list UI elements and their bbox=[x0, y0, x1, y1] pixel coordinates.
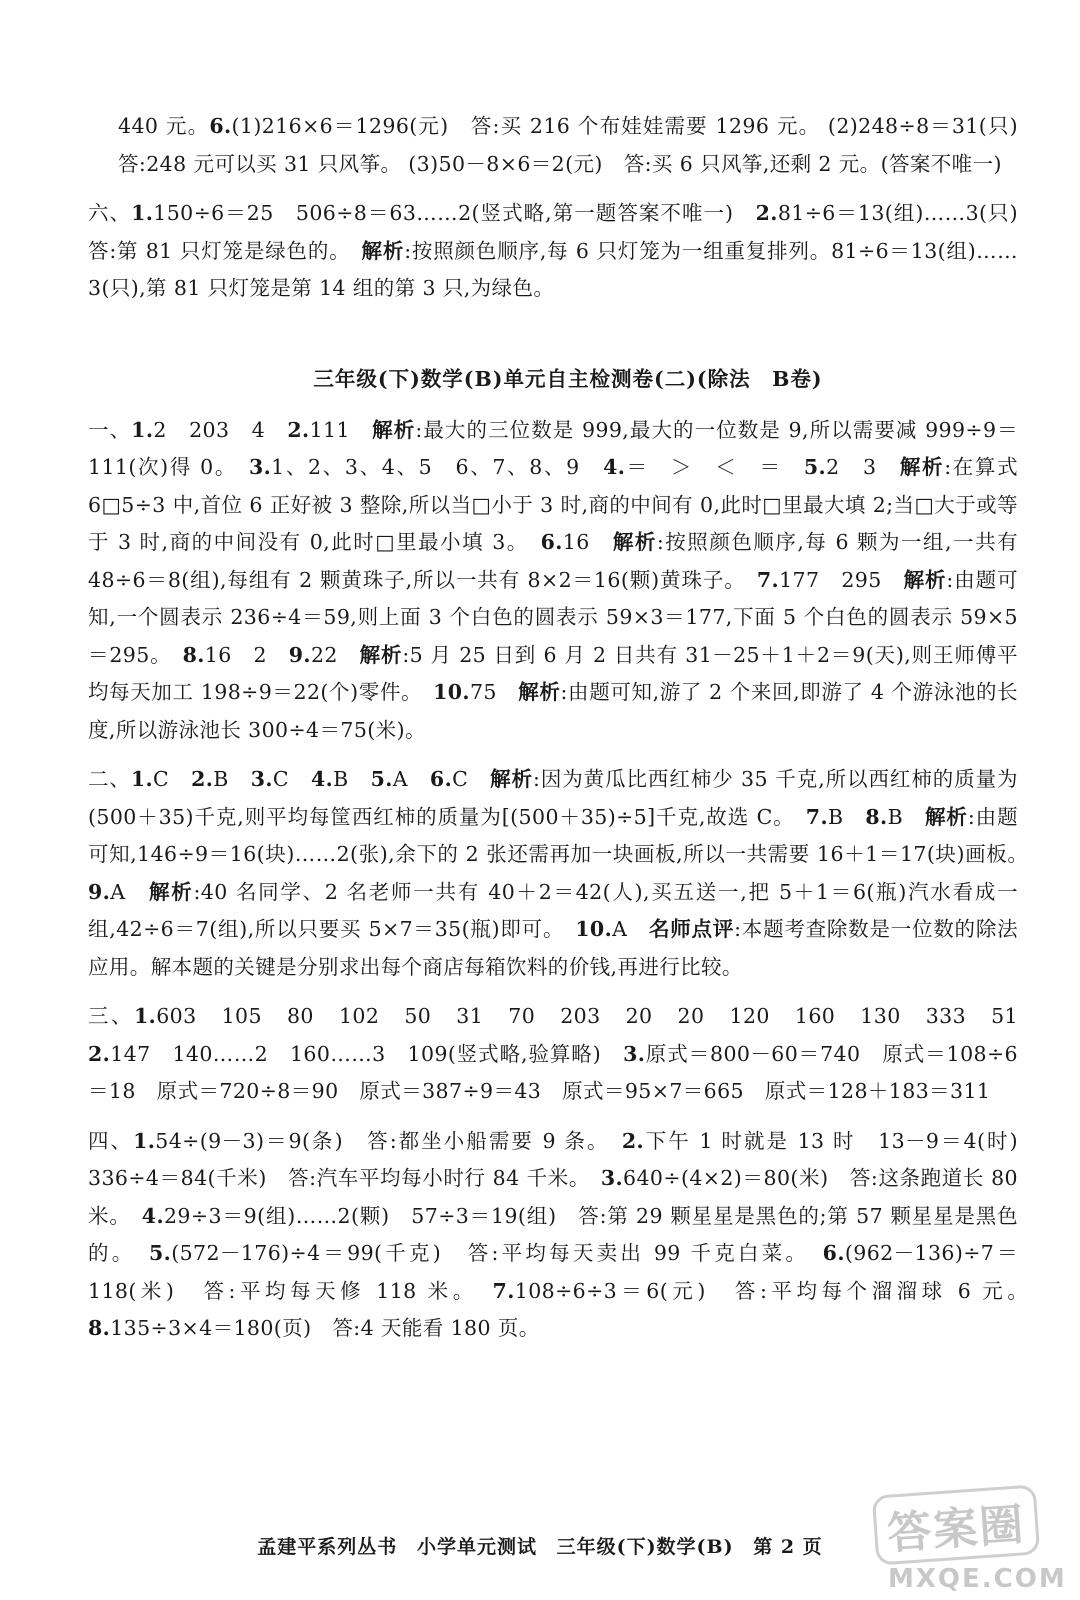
question-number: 2. bbox=[88, 1041, 111, 1066]
text-run: :在算式 6□5÷3 中,首位 6 正好被 3 整除,所以当□小于 3 时,商的中间有 0,此时□里最大填 2;当□大于或等于 3 时,商的中间没有 0,此时□里最小填 3。 bbox=[88, 455, 1018, 554]
section-title: 三年级(下)数学(B)单元自主检测卷(二)(除法 B卷) bbox=[313, 366, 823, 391]
text-run: C bbox=[153, 767, 192, 791]
series-name: 孟建平系列丛书 bbox=[257, 1536, 398, 1558]
paragraph-part2 bbox=[88, 761, 1039, 986]
text-run: 108÷6÷3＝6(元) 答:平均每个溜溜球 6 元。 bbox=[514, 1278, 1039, 1303]
question-number: 10. bbox=[575, 917, 613, 941]
watermark-logo: 答案圈 bbox=[872, 1484, 1040, 1565]
teacher-comment-label: 名师点评 bbox=[649, 917, 735, 941]
text-run: B bbox=[333, 767, 371, 791]
question-number: 3. bbox=[248, 455, 272, 479]
text-run: :因为黄瓜比西红柿少 35 千克,所以西红柿的质量为(500＋35)千克,则平均每筐西红柿的质量为[(500＋35)÷5]千克,故选 C。 bbox=[88, 767, 1018, 829]
question-number: 6. bbox=[429, 767, 453, 791]
text-run: :由题可知,游了 2 个来回,即游了 4 个游泳池的长度,所以游泳池长 300÷4＝75(米)。 bbox=[88, 680, 1018, 742]
question-number: 1. bbox=[131, 201, 154, 225]
text-run: :最大的三位数是 999,最大的一位数是 9,所以需要减 999÷9＝111(次)得 0。 bbox=[88, 417, 1018, 479]
text-run: :按照颜色顺序,每 6 颗为一组,一共有 48÷6＝8(组),每组有 2 颗黄珠子,所以一共有 8×2＝16(颗)黄珠子。 bbox=[88, 530, 1018, 592]
text-run: :5 月 25 日到 6 月 2 日共有 31－25＋1＋2＝9(天),则王师傅平均每天加工 198÷9＝22(个)零件。 bbox=[88, 642, 1018, 704]
text-run: B bbox=[213, 767, 251, 791]
question-number: 2. bbox=[191, 767, 214, 791]
text-run: 111 bbox=[309, 417, 373, 442]
text-run: (962－136)÷7＝118(米) 答:平均每天修 118 米。 bbox=[88, 1241, 1018, 1303]
text-run: A bbox=[392, 767, 430, 791]
section-marker: 一、 bbox=[88, 417, 132, 442]
page-content bbox=[88, 108, 1039, 1348]
text-run: A bbox=[612, 917, 649, 941]
question-number: 8. bbox=[182, 642, 205, 667]
question-number: 1. bbox=[130, 767, 154, 791]
question-number: 2. bbox=[755, 201, 778, 225]
text-run: A bbox=[110, 879, 149, 904]
question-number: 7. bbox=[756, 567, 780, 592]
analysis-label: 解析 bbox=[612, 530, 657, 554]
text-run: :由题可知,一个圆表示 236÷4＝59,则上面 3 个白色的圆表示 59×3＝177,下面 5 个白色的圆表示 59×5＝295。 bbox=[88, 567, 1018, 667]
text-run: 下午 1 时就是 13 时 13－9＝4(时) 336÷4＝84(千米) 答:汽车平均每小时行 84 千米。 bbox=[88, 1128, 1039, 1190]
text-run: 2 3 bbox=[826, 455, 900, 479]
question-number: 4. bbox=[310, 767, 334, 791]
section-marker: 二、 bbox=[88, 767, 131, 791]
question-number: 6. bbox=[822, 1241, 845, 1265]
text-run: :本题考查除数是一位数的除法应用。解本题的关键是分别求出每个商店每箱饮料的价钱,再进行比较。 bbox=[88, 917, 1018, 979]
question-number: 1. bbox=[133, 1004, 157, 1028]
question-number: 4. bbox=[603, 455, 626, 479]
paragraph-part6 bbox=[88, 195, 1039, 308]
paragraph-part3 bbox=[88, 998, 1039, 1111]
question-number: 10. bbox=[433, 680, 470, 704]
text-run: 603 105 80 102 50 31 70 203 20 20 120 160 130 333 51 bbox=[156, 1004, 1039, 1028]
text-run: 75 bbox=[469, 680, 519, 704]
analysis-label: 解析 bbox=[372, 417, 416, 442]
page-number: 第 2 页 bbox=[753, 1536, 823, 1558]
analysis-label: 解析 bbox=[518, 680, 561, 704]
watermark bbox=[874, 1490, 1074, 1594]
text-run: 147 140……2 160……3 109(竖式略,验算略) bbox=[110, 1041, 624, 1066]
question-number: 5. bbox=[803, 455, 827, 479]
question-number: 7. bbox=[492, 1278, 515, 1303]
text-run: 150÷6＝25 506÷8＝63……2(竖式略,第一题答案不唯一) bbox=[153, 201, 756, 225]
question-number: 1. bbox=[131, 417, 154, 442]
text-run: 2 203 4 bbox=[153, 417, 288, 442]
question-number: 5. bbox=[148, 1241, 172, 1265]
text-run: B bbox=[887, 804, 925, 829]
question-number: 6. bbox=[209, 114, 232, 138]
text-run: :由题可知,146÷9＝16(块)……2(张),余下的 2 张还需再加一块画板,所以一共需要 16＋1＝17(块)画板。 bbox=[88, 804, 1039, 866]
text-run: (572－176)÷4＝99(千克) 答:平均每天卖出 99 千克白菜。 bbox=[171, 1241, 823, 1265]
text-run: 135÷3×4＝180(页) 答:4 天能看 180 页。 bbox=[110, 1316, 540, 1340]
question-number: 3. bbox=[623, 1041, 646, 1066]
analysis-label: 解析 bbox=[148, 879, 194, 904]
analysis-label: 解析 bbox=[359, 642, 403, 667]
text-run: 16 bbox=[562, 530, 613, 554]
question-number: 2. bbox=[621, 1128, 645, 1153]
question-number: 8. bbox=[88, 1316, 111, 1340]
question-number: 3. bbox=[600, 1166, 624, 1190]
text-run: B bbox=[827, 804, 866, 829]
text-run: (1)216×6＝1296(元) 答:买 216 个布娃娃需要 1296 元。 (2)248÷8＝31(只) 答:248 元可以买 31 只风筝。 (3)50－8×6＝2(元) 答:买 6 只风筝,还剩 2 元。(答案不唯一) bbox=[118, 114, 1039, 176]
text-run: :按照颜色顺序,每 6 只灯笼为一组重复排列。81÷6＝13(组)……3(只),第 81 只灯笼是第 14 组的第 3 只,为绿色。 bbox=[88, 238, 1018, 300]
text-run: 22 bbox=[310, 642, 360, 667]
question-number: 9. bbox=[88, 879, 111, 904]
text-run: 81÷6＝13(组)……3(只) 答:第 81 只灯笼是绿色的。 bbox=[88, 201, 1039, 263]
question-number: 2. bbox=[287, 417, 310, 442]
grade-subject: 三年级(下)数学(B) bbox=[556, 1536, 734, 1558]
analysis-label: 解析 bbox=[903, 567, 947, 592]
section-marker: 三、 bbox=[88, 1004, 134, 1028]
question-number: 4. bbox=[141, 1203, 164, 1228]
watermark-url: MXQE.COM bbox=[888, 1564, 1067, 1594]
text-run: 640÷(4×2)＝80(米) 答:这条跑道长 80 米。 bbox=[88, 1166, 1018, 1228]
text-run: 29÷3＝9(组)……2(颗) 57÷3＝19(组) 答:第 29 颗星星是黑色的;第 57 颗星星是黑色的。 bbox=[88, 1203, 1018, 1265]
analysis-label: 解析 bbox=[899, 455, 945, 479]
question-number: 6. bbox=[540, 530, 563, 554]
question-number: 1. bbox=[133, 1128, 156, 1153]
text-run: 177 295 bbox=[779, 567, 904, 592]
question-number: 7. bbox=[805, 804, 828, 829]
text-run: C bbox=[452, 767, 491, 791]
text-run: 1、2、3、4、5 6、7、8、9 bbox=[271, 455, 604, 479]
question-number: 3. bbox=[250, 767, 273, 791]
analysis-label: 解析 bbox=[925, 804, 968, 829]
text-run: ＝ ＞ ＜ ＝ bbox=[625, 455, 804, 479]
text-run: 440 元。 bbox=[118, 114, 210, 138]
text-run: C bbox=[272, 767, 311, 791]
text-run: :40 名同学、2 名老师一共有 40＋2＝42(人),买五送一,把 5＋1＝6(瓶)汽水看成一组,42÷6＝7(组),所以只要买 5×7＝35(瓶)即可。 bbox=[88, 879, 1018, 941]
paragraph-part1 bbox=[88, 412, 1018, 750]
text-run: 16 2 bbox=[204, 642, 289, 667]
paragraph-part5-answer6 bbox=[118, 108, 1039, 183]
question-number: 9. bbox=[288, 642, 311, 667]
paragraph-part4 bbox=[88, 1123, 1039, 1348]
section-marker: 四、 bbox=[88, 1128, 134, 1153]
question-number: 5. bbox=[370, 767, 393, 791]
section-marker: 六、 bbox=[88, 201, 132, 225]
question-number: 8. bbox=[865, 804, 888, 829]
text-run: 54÷(9－3)＝9(条) 答:都坐小船需要 9 条。 bbox=[155, 1128, 622, 1153]
text-run: 原式＝800－60＝740 原式＝108÷6＝18 原式＝720÷8＝90 原式＝387÷9＝43 原式＝95×7＝665 原式＝128＋183＝311 bbox=[88, 1041, 1018, 1103]
book-name: 小学单元测试 bbox=[416, 1536, 537, 1558]
analysis-label: 解析 bbox=[490, 767, 533, 791]
analysis-label: 解析 bbox=[361, 238, 405, 263]
